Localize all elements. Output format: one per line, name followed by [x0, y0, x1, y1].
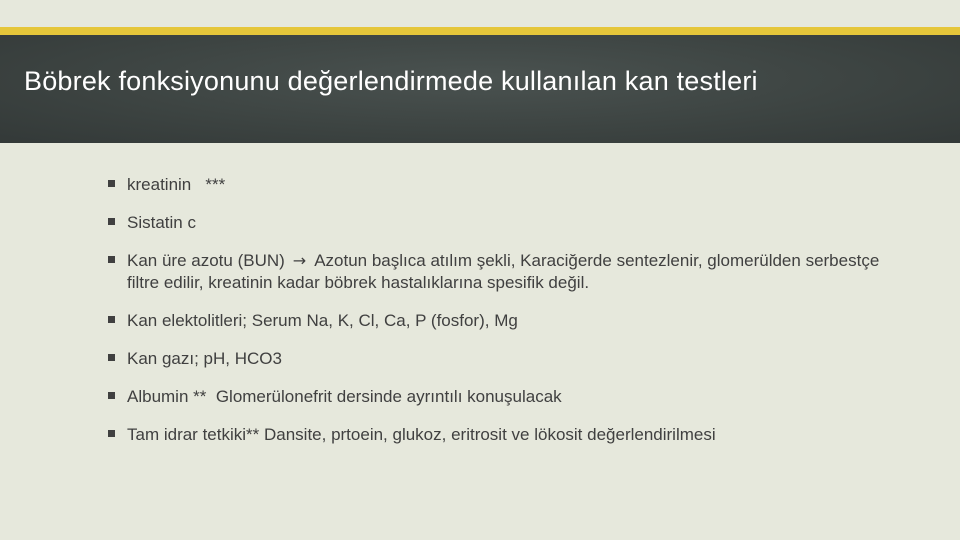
bullet-item-kan-gazi [108, 348, 908, 370]
square-bullet-icon [108, 392, 115, 399]
bullet-text: Kan üre azotu (BUN) [127, 251, 285, 270]
slide-title: Böbrek fonksiyonunu değerlendirmede kullanılan kan testleri [24, 66, 758, 96]
bullet-text: Albumin ** Glomerülonefrit dersinde ayrıntılı konuşulacak [127, 387, 562, 406]
bullet-item-sistatin [108, 212, 908, 234]
square-bullet-icon [108, 256, 115, 263]
bullet-item-tam-idrar [108, 424, 908, 446]
square-bullet-icon [108, 218, 115, 225]
bullet-list [108, 174, 908, 462]
bullet-text: Kan elektolitleri; Serum Na, K, Cl, Ca, P (fosfor), Mg [127, 311, 518, 330]
accent-stripe [0, 27, 960, 35]
bullet-item-albumin [108, 386, 908, 408]
square-bullet-icon [108, 180, 115, 187]
bullet-text-continued: Azotun başlıca atılım şekli, Karaciğerde sentezlenir, glomerülden serbestçe filtre edilir, kreatinin kadar böbrek hastalıklarına spesifik değil. [127, 251, 880, 292]
square-bullet-icon [108, 354, 115, 361]
bullet-text: Tam idrar tetkiki** Dansite, prtoein, glukoz, eritrosit ve lökosit değerlendirilmesi [127, 425, 716, 444]
square-bullet-icon [108, 316, 115, 323]
right-arrow-icon: → [292, 251, 307, 270]
bullet-item-elektolitler [108, 310, 908, 332]
bullet-item-kreatinin [108, 174, 908, 196]
square-bullet-icon [108, 430, 115, 437]
bullet-text: kreatinin *** [127, 175, 226, 194]
bullet-text: Kan gazı; pH, HCO3 [127, 349, 282, 368]
bullet-text: Sistatin c [127, 213, 196, 232]
bullet-item-bun [108, 250, 908, 294]
